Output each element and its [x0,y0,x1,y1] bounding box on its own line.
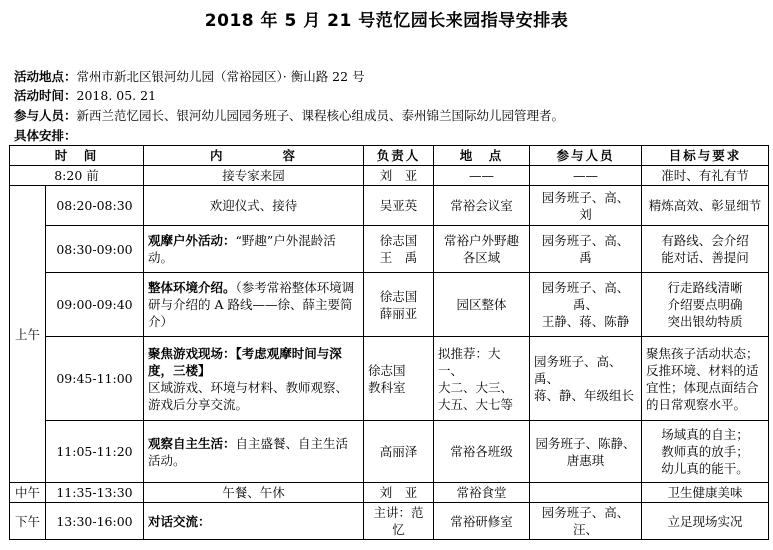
row-place: 园区整体 [434,273,530,337]
table-row [10,337,769,421]
row-content [144,273,364,337]
row-owner: 刘 亚 [364,483,434,503]
table-row [10,483,769,503]
row-people [530,483,642,503]
row-content [144,483,364,503]
row-time: 09:45-11:00 [46,337,144,421]
row-content-text: （参考常裕整体环境调研与介绍的 A 路线——徐、薛主要简介） [148,280,355,329]
info-schedule [14,126,77,144]
row-people: 园务班子、高、 刘 [530,186,642,226]
row-content [144,337,364,421]
info-time-label: 活动时间： [14,88,77,103]
header-time: 时 间 [10,146,144,166]
header-owner: 负责人 [364,146,434,166]
row-time: 08:20-08:30 [46,186,144,226]
row-owner: 吴亚英 [364,186,434,226]
row-owner: 刘 亚 [364,166,434,186]
header-goal: 目标与要求 [642,146,769,166]
info-location [14,67,365,85]
table-row [10,273,769,337]
row-content [144,421,364,483]
row-people: 园务班子、高、汪、 [530,503,642,540]
row-place: 常裕研修室 [434,503,530,540]
row-content-text: 自主盛餐、自主生活活动。 [148,435,349,468]
row-content-bold: 整体环境介绍。 [148,280,236,295]
row-content-text: 区域游戏、环境与材料、教师观察、游戏后分享交流。 [148,379,349,412]
row-content [144,226,364,273]
row-time: 08:30-09:00 [46,226,144,273]
table-header-row [10,146,769,166]
table-row [10,226,769,273]
schedule-table [9,145,769,540]
row-goal: 精炼高效、彰显细节 [642,186,769,226]
row-goal: 聚焦孩子活动状态； 反推环境、材料的适宜性；体现点面结合的日常观察水平。 [642,337,769,421]
row-place: 常裕食堂 [434,483,530,503]
row-content-bold: 对话交流： [148,513,211,529]
info-schedule-label: 具体安排： [14,128,77,143]
period-afternoon: 下午 [10,503,46,540]
row-place: 常裕会议室 [434,186,530,226]
row-time: 11:05-11:20 [46,421,144,483]
info-participants [14,106,564,124]
row-people: 园务班子、高、禹、 蒋、静、年级组长 [530,337,642,421]
row-content-text: “野趣”户外混龄活动。 [148,233,336,265]
row-content-bold: 观摩户外活动： [148,233,236,248]
row-people: 园务班子、高、禹、 王静、蒋、陈静 [530,273,642,337]
period-noon: 中午 [10,483,46,503]
header-people: 参与人员 [530,146,642,166]
table-row [10,166,769,186]
row-place: 常裕各班级 [434,421,530,483]
row-people: 园务班子、高、 禹 [530,226,642,273]
row-place: —— [434,166,530,186]
row-goal: 立足现场实况 [642,503,769,540]
row-content-text: 欢迎仪式、接待 [209,198,298,213]
period-morning: 上午 [10,186,46,483]
row-content [144,166,364,186]
table-row [10,421,769,483]
row-place: 常裕户外野趣 各区域 [434,226,530,273]
info-participants-label: 参与人员： [14,108,77,123]
info-time-value: 2018. 05. 21 [76,88,157,103]
row-goal: 场域真的自主； 教师真的放手； 幼儿真的能干。 [642,421,769,483]
row-people: 园务班子、陈静、 唐惠琪 [530,421,642,483]
row-time: 09:00-09:40 [46,273,144,337]
row-goal: 有路线、会介绍 能对话、善提问 [642,226,769,273]
row-owner: 高丽泽 [364,421,434,483]
row-goal: 准时、有礼有节 [642,166,769,186]
header-place: 地 点 [434,146,530,166]
row-content-bold: 聚焦游戏现场：【考虑观摩时间与深度，三楼】 [148,345,342,378]
row-goal: 行走路线清晰 介绍要点明确 突出银幼特质 [642,273,769,337]
header-content: 内 容 [144,146,364,166]
row-time: 11:35-13:30 [46,483,144,503]
row-owner: 徐志国 王 禹 [364,226,434,273]
table-row [10,503,769,540]
row-people: —— [530,166,642,186]
row-owner: 徐志国 薛丽亚 [364,273,434,337]
row-content [144,186,364,226]
row-content-text: 午餐、午休 [222,485,285,500]
page-title: 2018 年 5 月 21 号范忆园长来园指导安排表 [204,11,569,31]
row-content-text: 接专家来园 [222,168,285,183]
row-owner: 徐志国 教科室 [364,337,434,421]
row-time: 13:30-16:00 [46,503,144,540]
info-location-label: 活动地点： [14,69,77,84]
info-location-value: 常州市新北区银河幼儿园（常裕园区）· 衡山路 22 号 [76,69,365,84]
row-content [144,503,364,540]
row-time: 8:20 前 [10,166,144,186]
info-participants-value: 新西兰范忆园长、银河幼儿园园务班子、课程核心组成员、泰州锦兰国际幼儿园管理者。 [76,108,565,123]
row-goal: 卫生健康美味 [642,483,769,503]
row-content-bold: 观察自主生活： [148,435,236,451]
table-row [10,186,769,226]
row-owner: 主讲：范忆 [364,503,434,540]
row-place: 拟推荐：大一、 大二、大三、 大五、大七等 [434,337,530,421]
info-time [14,86,156,104]
